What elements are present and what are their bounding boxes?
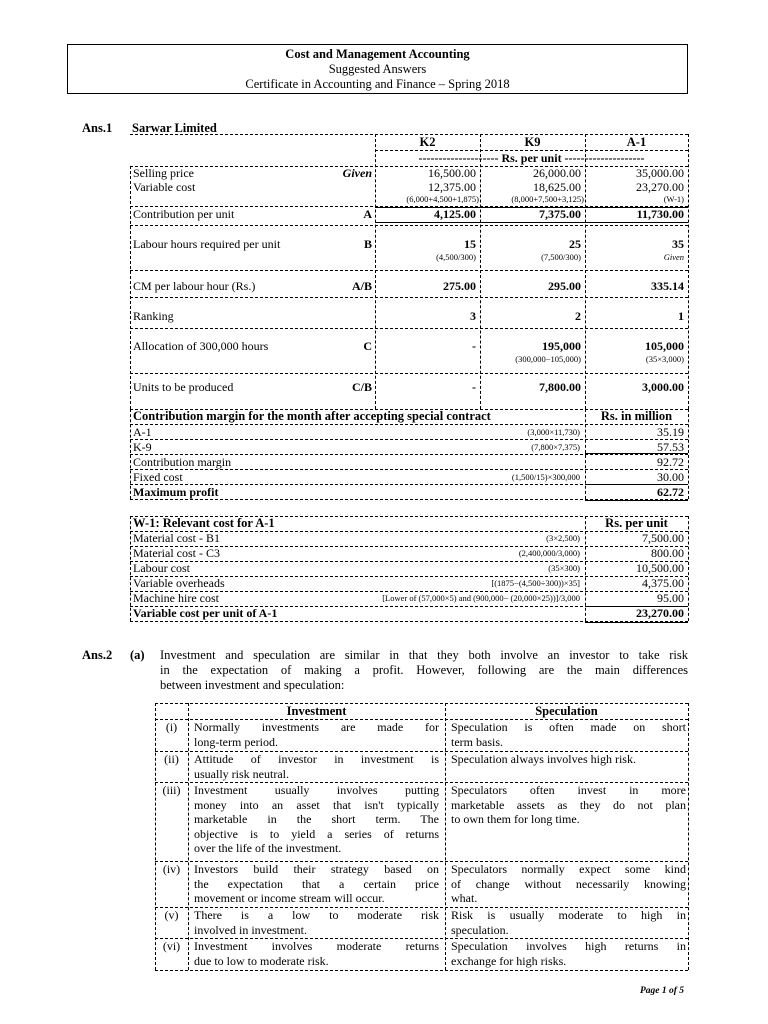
row-label-allocation: Allocation of 300,000 hours xyxy=(133,339,269,353)
k9-units: 7,800.00 xyxy=(539,380,581,394)
w1-row-calc: (3×2,500) xyxy=(546,533,580,543)
ans1-label: Ans.1 xyxy=(82,121,113,135)
cm-row-value: 57.53 xyxy=(657,440,684,454)
speculation-point: Risk is usually moderate to high in speculation. xyxy=(451,908,686,937)
investment-point: There is a low to moderate risk involved in investment. xyxy=(194,908,439,937)
w1-title: W-1: Relevant cost for A-1 xyxy=(133,516,275,530)
page-number: Page 1 of 5 xyxy=(639,986,684,996)
a1-selling-price: 35,000.00 xyxy=(636,166,684,180)
investment-point: Investment usually involves putting money into an asset that isn't typically marketable in the short term. The objective is to yield a series of returns over the life of the investment. xyxy=(194,783,439,855)
k2-selling-price: 16,500.00 xyxy=(428,166,476,180)
a1-labour-hours-note: Given xyxy=(663,252,684,262)
row-label-labour-hours: Labour hours required per unit xyxy=(133,237,281,251)
k2-ranking: 3 xyxy=(470,309,476,323)
cm-table-unit: Rs. in million xyxy=(600,409,673,423)
a1-labour-hours: 35 xyxy=(672,237,684,251)
investment-point: Attitude of investor in investment is usually risk neutral. xyxy=(194,752,439,781)
a1-variable-cost: 23,270.00 xyxy=(636,180,684,194)
col-k2: K2 xyxy=(419,135,436,149)
speculation-point: Speculation is often made on short term basis. xyxy=(451,720,686,749)
k9-allocation: 195,000 xyxy=(542,339,581,353)
row-number: (iii) xyxy=(162,783,181,797)
row-number: (iv) xyxy=(162,862,181,876)
intro-line: Investment and speculation are similar in that they both involve an investor to take risk xyxy=(160,648,688,662)
investment-point: Investors build their strategy based on the expectation that a certain price movement or income stream will occur. xyxy=(194,862,439,905)
k9-variable-cost: 18,625.00 xyxy=(533,180,581,194)
ans1-company: Sarwar Limited xyxy=(132,121,217,135)
cm-row-calc: (7,800×7,375) xyxy=(531,442,580,452)
cm-row-value: 92.72 xyxy=(657,455,684,469)
tag-b: B xyxy=(363,237,372,251)
row-label-ranking: Ranking xyxy=(133,309,174,323)
investment-point: Investment involves moderate returns due to low to moderate risk. xyxy=(194,939,439,968)
speculation-point: Speculators normally expect some kind of change without necessarily knowing what. xyxy=(451,862,686,905)
intro-line: in the expectation of making a profit. However, following are the main differences xyxy=(160,663,688,677)
w1-row-label: Material cost - C3 xyxy=(133,546,220,560)
row-number: (vi) xyxy=(162,939,181,953)
a1-ranking: 1 xyxy=(678,309,684,323)
k2-labour-hours: 15 xyxy=(464,237,476,251)
a1-cm-per-hour: 335.14 xyxy=(651,279,684,293)
max-profit-label: Maximum profit xyxy=(133,485,219,499)
tag-a: A xyxy=(363,207,372,221)
k9-labour-hours-note: (7,500/300) xyxy=(541,252,581,262)
tag-c-over-b: C/B xyxy=(351,380,372,394)
w1-total-label: Variable cost per unit of A-1 xyxy=(133,606,278,620)
k2-cm-per-hour: 275.00 xyxy=(443,279,476,293)
k9-labour-hours: 25 xyxy=(569,237,581,251)
investment-point: Normally investments are made for long-term period. xyxy=(194,720,439,749)
w1-row-calc: [Lower of (57,000×5) and (900,000− (20,000×25))]/3,000 xyxy=(382,593,580,603)
w1-row-label: Material cost - B1 xyxy=(133,531,220,545)
col-speculation: Speculation xyxy=(535,704,598,718)
a1-contribution: 11,730.00 xyxy=(636,207,684,221)
speculation-point: Speculation always involves high risk. xyxy=(451,752,636,766)
row-label-selling-price: Selling price xyxy=(133,166,194,180)
header-title: Cost and Management Accounting xyxy=(285,47,470,61)
ans2-label: Ans.2 xyxy=(82,648,113,662)
a1-variable-cost-note: (W-1) xyxy=(663,194,684,204)
k2-variable-cost-note: (6,000+4,500+1,875) xyxy=(406,194,479,204)
w1-total-value: 23,270.00 xyxy=(636,606,684,620)
k2-labour-hours-note: (4,500/300) xyxy=(436,252,476,262)
header-exam: Certificate in Accounting and Finance – Spring 2018 xyxy=(245,77,510,91)
cm-row-value: 35.19 xyxy=(657,425,684,439)
w1-row-label: Variable overheads xyxy=(133,576,225,590)
k9-ranking: 2 xyxy=(575,309,581,323)
intro-line: between investment and speculation: xyxy=(160,678,345,692)
row-label-cm-per-hour: CM per labour hour (Rs.) xyxy=(133,279,256,293)
w1-row-label: Machine hire cost xyxy=(133,591,219,605)
w1-row-value: 10,500.00 xyxy=(636,561,684,575)
speculation-point: Speculation involves high returns in exchange for high risks. xyxy=(451,939,686,968)
col-k9: K9 xyxy=(524,135,541,149)
row-label-variable-cost: Variable cost xyxy=(133,180,196,194)
col-a1: A-1 xyxy=(626,135,647,149)
k9-selling-price: 26,000.00 xyxy=(533,166,581,180)
w1-row-calc: [(1875−(4,500÷300))×35] xyxy=(491,578,580,588)
cm-row-calc: (1,500/15)×300,000 xyxy=(511,472,580,482)
row-number: (ii) xyxy=(164,752,179,766)
cm-row-calc: (3,000×11,730) xyxy=(527,427,580,437)
w1-row-label: Labour cost xyxy=(133,561,190,575)
ans2-part: (a) xyxy=(130,648,145,662)
w1-unit: Rs. per unit xyxy=(605,516,668,530)
w1-row-value: 7,500.00 xyxy=(642,531,684,545)
cm-row-label: Fixed cost xyxy=(133,470,183,484)
w1-row-value: 95.00 xyxy=(657,591,684,605)
a1-units: 3,000.00 xyxy=(642,380,684,394)
k2-units: - xyxy=(472,380,476,394)
max-profit-value: 62.72 xyxy=(657,485,684,499)
w1-row-value: 800.00 xyxy=(651,546,684,560)
w1-row-calc: (2,400,000/3,000) xyxy=(518,548,580,558)
row-label-units: Units to be produced xyxy=(133,380,234,394)
k9-cm-per-hour: 295.00 xyxy=(548,279,581,293)
w1-row-value: 4,375.00 xyxy=(642,576,684,590)
cm-row-label: Contribution margin xyxy=(133,455,232,469)
unit-header: -------------------- Rs. per unit -------------------- xyxy=(418,151,645,165)
document-header xyxy=(67,44,688,94)
tag-given: Given xyxy=(342,166,372,180)
k9-allocation-note: (300,000−105,000) xyxy=(515,354,581,364)
row-number: (i) xyxy=(165,720,178,734)
cm-row-label: A-1 xyxy=(133,425,152,439)
k2-contribution: 4,125.00 xyxy=(434,207,476,221)
cm-table-title: Contribution margin for the month after accepting special contract xyxy=(133,409,491,423)
a1-allocation-note: (35×3,000) xyxy=(645,354,684,364)
k9-variable-cost-note: (8,000+7,500+3,125) xyxy=(511,194,584,204)
speculation-point: Speculators often invest in more marketable assets as they do not plan to own them for long time. xyxy=(451,783,686,826)
row-number: (v) xyxy=(164,908,179,922)
ans2-intro xyxy=(160,648,688,693)
cm-row-value: 30.00 xyxy=(657,470,684,484)
tag-c: C xyxy=(363,339,372,353)
k2-allocation: - xyxy=(472,339,476,353)
w1-row-calc: (35×300) xyxy=(548,563,580,573)
a1-allocation: 105,000 xyxy=(645,339,684,353)
header-subtitle: Suggested Answers xyxy=(328,62,427,76)
tag-a-over-b: A/B xyxy=(351,279,372,293)
k2-variable-cost: 12,375.00 xyxy=(428,180,476,194)
row-label-contribution: Contribution per unit xyxy=(133,207,235,221)
col-investment: Investment xyxy=(286,704,347,718)
cm-row-label: K-9 xyxy=(133,440,152,454)
k9-contribution: 7,375.00 xyxy=(539,207,581,221)
